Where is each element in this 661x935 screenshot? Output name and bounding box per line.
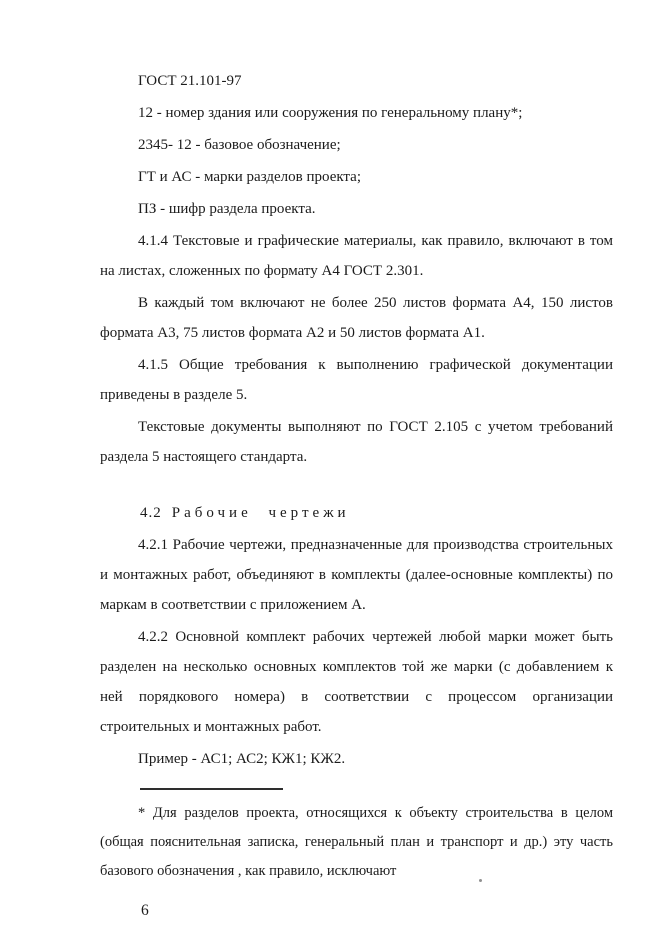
section-number: 4.2 — [140, 505, 162, 521]
document-header: ГОСТ 21.101-97 — [138, 73, 242, 89]
definition-item-building-number: 12 - номер здания или сооружения по генеральному плану*; — [138, 105, 523, 121]
paragraph-4-2-2: 4.2.2 Основной комплект рабочих чертежей любой марки может быть разделен на несколько основных комплектов той же марки (с добавлением к ней порядкового номера) в соответствии с процессом организации строительных и монтажных работ. — [100, 629, 613, 735]
section-title: Рабочие чертежи — [171, 505, 350, 521]
scan-artifact-dot — [479, 879, 482, 882]
footnote-text: * Для разделов проекта, относящихся к объекту строительства в целом (общая пояснительная записка, генеральный план и транспорт и др.) эту часть базового обозначения , как правило, исключают — [100, 805, 613, 879]
paragraph-4-1-4: 4.1.4 Текстовые и графические материалы, как правило, включают в том на листах, сложенных по формату А4 ГОСТ 2.301. — [100, 233, 613, 279]
paragraph-4-1-4-continued: В каждый том включают не более 250 листов формата А4, 150 листов формата А3, 75 листов формата А2 и 50 листов формата А1. — [100, 295, 613, 341]
page-number: 6 — [141, 902, 149, 919]
example-line: Пример - АС1; АС2; КЖ1; КЖ2. — [138, 751, 346, 767]
page-content — [100, 66, 613, 928]
paragraph-4-1-5: 4.1.5 Общие требования к выполнению графической документации приведены в разделе 5. — [100, 357, 613, 403]
definition-item-base-designation: 2345- 12 - базовое обозначение; — [138, 137, 341, 153]
paragraph-4-1-5-continued: Текстовые документы выполняют по ГОСТ 2.105 с учетом требований раздела 5 настоящего стандарта. — [100, 419, 613, 465]
section-heading-4-2 — [100, 498, 613, 528]
definition-item-section-marks: ГТ и АС - марки разделов проекта; — [138, 169, 362, 185]
paragraph-4-2-1: 4.2.1 Рабочие чертежи, предназначенные для производства строительных и монтажных работ, объединяют в комплекты (далее-основные комплекты) по маркам в соответствии с приложением А. — [100, 537, 613, 613]
definition-item-section-code: ПЗ - шифр раздела проекта. — [138, 201, 316, 217]
footnote-separator-rule — [140, 788, 283, 790]
